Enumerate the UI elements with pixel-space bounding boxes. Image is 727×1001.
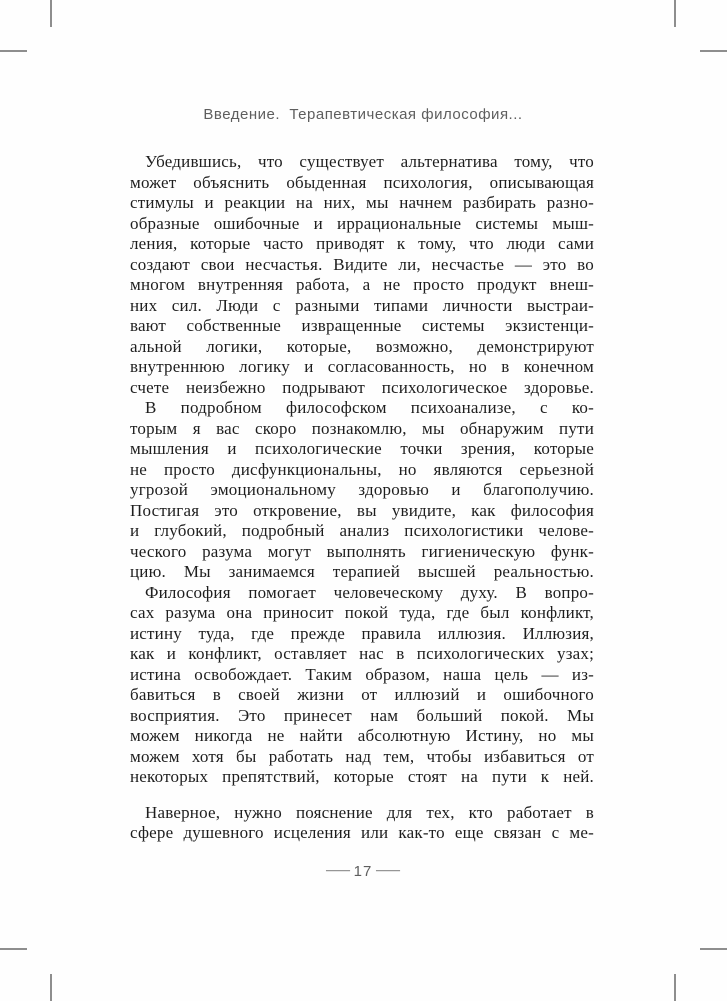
body-line: счете неизбежно подрывают психологическое здоровье. [130,377,594,397]
body-line: можем никогда не найти абсолютную Истину, но мы [130,726,594,745]
paragraph-2 [130,398,594,583]
body-line: мышления и психологические точки зрения, которые [130,439,594,458]
body-line: некоторых препятствий, которые стоят на пути к ней. [130,767,594,786]
body-line: Убедившись, что существует альтернатива тому, что [145,152,594,171]
body-line: вают собственные извращенные системы экзистенци- [130,316,594,335]
body-line: создают свои несчастья. Видите ли, несчастье — это во [130,254,594,274]
page-number: 17 [353,863,373,880]
crop-mark-bottom-left-horizontal [0,948,27,950]
body-line: истина освобождает. Таким образом, наша цель — из- [130,664,594,684]
body-line: Постигая это откровение, вы увидите, как философия [130,500,594,520]
body-line: ческого разума могут выполнять гигиеническую функ- [130,541,594,561]
body-line: ления, которые часто приводят к тому, что люди сами [130,234,594,253]
body-line: и глубокий, подробный анализ психологистики челове- [130,521,594,540]
body-line: как и конфликт, оставляет нас в психологических узах; [130,644,594,663]
crop-mark-bottom-right-horizontal [700,948,727,950]
body-line: образные ошибочные и иррациональные системы мыш- [130,213,594,233]
body-line: альной логики, которые, возможно, демонстрируют [130,336,594,356]
crop-mark-top-left-horizontal [0,50,27,52]
running-head: Введение. Терапевтическая философия... [203,106,523,123]
folio-ornament-left: — [325,863,350,878]
body-line: может объяснить обыденная психология, описывающая [130,172,594,192]
paragraph-1 [130,152,594,398]
page-footer [51,863,675,881]
body-line: истину туда, где прежде правила иллюзия. Иллюзия, [130,623,594,643]
body-line: бавиться в своей жизни от иллюзий и ошибочного [130,685,594,704]
body-line: Наверное, нужно пояснение для тех, кто работает в [145,802,594,822]
paragraph-3 [130,583,594,788]
body-line: стимулы и реакции на них, мы начнем разбирать разно- [130,193,594,212]
crop-mark-top-right-vertical [674,0,676,27]
body-line: них сил. Люди с разными типами личности выстраи- [130,295,594,315]
body-line: цию. Мы занимаемся терапией высшей реальностью. [130,562,594,581]
body-line: многом внутренняя работа, а не просто продукт внеш- [130,275,594,294]
body-line: восприятия. Это принесет нам больший покой. Мы [130,705,594,725]
body-line: сфере душевного исцеления или как-то еще связан с ме- [130,823,594,842]
body-line: В подробном философском психоанализе, с ко- [145,398,594,417]
body-line: можем хотя бы работать над тем, чтобы избавиться от [130,746,594,766]
body-line: сах разума она приносит покой туда, где был конфликт, [130,603,594,622]
folio-ornament-right: — [376,863,401,878]
body-line: угрозой эмоциональному здоровью и благополучию. [130,480,594,499]
body-line: торым я вас скоро познакомлю, мы обнаружим пути [130,418,594,438]
crop-mark-top-right-horizontal [700,50,727,52]
crop-mark-bottom-right-vertical [674,974,676,1001]
paragraph-4 [130,803,594,844]
body-line: Философия помогает человеческому духу. В вопро- [145,582,594,602]
body-text [130,152,594,844]
crop-mark-top-left-vertical [50,0,52,27]
body-line: внутреннюю логику и согласованность, но в конечном [130,357,594,376]
crop-mark-bottom-left-vertical [50,974,52,1001]
body-line: не просто дисфункциональны, но являются серьезной [130,459,594,479]
